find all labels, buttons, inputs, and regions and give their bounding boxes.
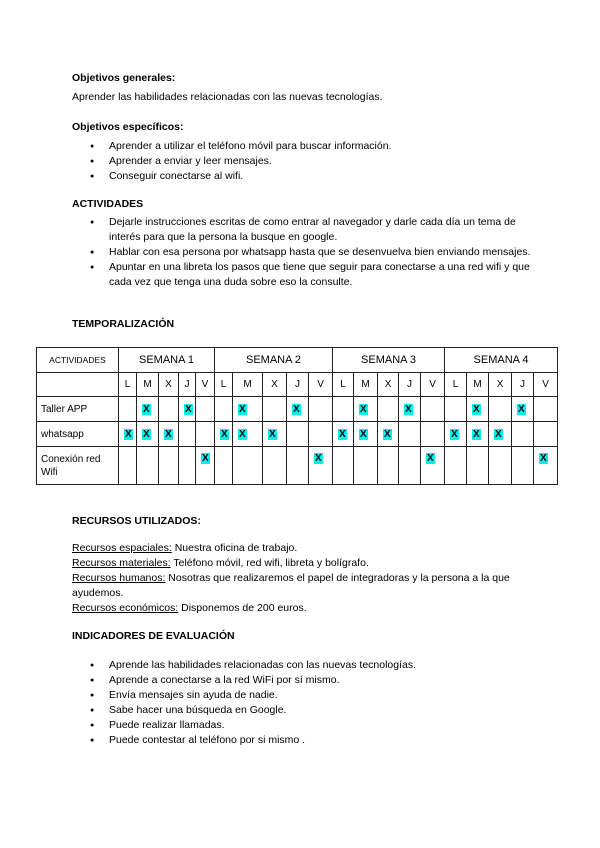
- x-mark: X: [384, 428, 391, 440]
- schedule-cell: [445, 422, 467, 447]
- schedule-cell: [137, 447, 159, 485]
- schedule-cell: [179, 447, 196, 485]
- day-header: M: [354, 373, 378, 397]
- x-mark: X: [165, 428, 172, 440]
- indicadores-list: [72, 658, 532, 748]
- schedule-cell: [263, 447, 287, 485]
- schedule-cell: [119, 397, 137, 422]
- schedule-cell: [287, 447, 309, 485]
- recurso-text: Nosotras que realizaremos el papel de integradoras y la persona a la que ayudemos.: [72, 572, 510, 599]
- recurso-label: Recursos espaciales:: [72, 542, 172, 554]
- schedule-cell: [421, 422, 445, 447]
- recurso-text: Disponemos de 200 euros.: [178, 602, 307, 614]
- activity-label: Taller APP: [37, 397, 119, 422]
- day-header: L: [445, 373, 467, 397]
- schedule-cell: [159, 447, 179, 485]
- x-mark: X: [221, 428, 228, 440]
- recurso-item: [72, 601, 532, 616]
- schedule-cell: [467, 397, 489, 422]
- schedule-cell: [354, 422, 378, 447]
- schedule-cell: [534, 447, 558, 485]
- schedule-cell: [137, 422, 159, 447]
- day-header-row: [37, 373, 558, 397]
- schedule-cell: [399, 447, 421, 485]
- schedule-cell: [179, 397, 196, 422]
- week-header: SEMANA 3: [333, 348, 445, 373]
- schedule-cell: [215, 397, 233, 422]
- objetivos-generales-heading: Objetivos generales:: [72, 72, 176, 84]
- schedule-cell: [512, 397, 534, 422]
- objetivos-generales-text: Aprender las habilidades relacionadas con las nuevas tecnologías.: [72, 91, 383, 103]
- x-mark: X: [125, 428, 132, 440]
- x-mark: X: [518, 403, 525, 415]
- day-header: V: [534, 373, 558, 397]
- schedule-cell: [333, 447, 354, 485]
- x-mark: X: [540, 453, 547, 464]
- x-mark: X: [239, 428, 246, 440]
- list-item: ● Aprende las habilidades relacionadas con las nuevas tecnologías.: [72, 658, 532, 673]
- schedule-cell: [137, 397, 159, 422]
- recurso-item: [72, 571, 532, 601]
- objetivos-especificos-heading: Objetivos específicos:: [72, 121, 184, 133]
- x-mark: X: [269, 428, 276, 440]
- schedule-cell: [378, 397, 399, 422]
- objetivos-especificos-list: [72, 139, 532, 184]
- day-header: M: [137, 373, 159, 397]
- week-header: SEMANA 4: [445, 348, 558, 373]
- day-header: X: [263, 373, 287, 397]
- table-row: [37, 447, 558, 485]
- table-row: [37, 397, 558, 422]
- x-mark: X: [427, 453, 434, 464]
- schedule-cell: [309, 397, 333, 422]
- schedule-cell: [233, 422, 263, 447]
- schedule-cell: [287, 422, 309, 447]
- corner-label: ACTIVIDADES: [37, 348, 119, 373]
- day-header: J: [512, 373, 534, 397]
- schedule-cell: [534, 422, 558, 447]
- list-item: ● Aprende a conectarse a la red WiFi por sí mismo.: [72, 673, 532, 688]
- table-row: [37, 422, 558, 447]
- schedule-cell: [119, 422, 137, 447]
- day-header: V: [196, 373, 215, 397]
- schedule-cell: [263, 397, 287, 422]
- list-item: ● Dejarle instrucciones escritas de como entrar al navegador y darle cada día un tema de interés para que la persona la busque en google.: [72, 215, 532, 245]
- day-header: X: [159, 373, 179, 397]
- week-header: SEMANA 2: [215, 348, 333, 373]
- schedule-cell: [421, 397, 445, 422]
- list-item: ● Envía mensajes sin ayuda de nadie.: [72, 688, 532, 703]
- activity-label: Conexión red Wifi: [37, 447, 119, 485]
- list-item: ● Puede realizar llamadas.: [72, 718, 532, 733]
- day-header: M: [233, 373, 263, 397]
- list-item: ● Sabe hacer una búsqueda en Google.: [72, 703, 532, 718]
- x-mark: X: [405, 403, 412, 415]
- schedule-cell: [179, 422, 196, 447]
- recursos-heading: RECURSOS UTILIZADOS:: [72, 515, 201, 527]
- day-header: V: [309, 373, 333, 397]
- indicadores-heading: INDICADORES DE EVALUACIÓN: [72, 630, 235, 642]
- day-header: L: [333, 373, 354, 397]
- activity-label: whatsapp: [37, 422, 119, 447]
- list-item: ● Hablar con esa persona por whatsapp hasta que se desenvuelva bien enviando mensajes.: [72, 245, 532, 260]
- schedule-cell: [399, 397, 421, 422]
- schedule-cell: [196, 422, 215, 447]
- schedule-cell: [333, 397, 354, 422]
- x-mark: X: [239, 403, 246, 415]
- schedule-cell: [196, 397, 215, 422]
- recurso-item: [72, 541, 532, 556]
- recurso-text: Nuestra oficina de trabajo.: [171, 542, 298, 554]
- empty-cell: [37, 373, 119, 397]
- list-item: ● Apuntar en una libreta los pasos que tiene que seguir para conectarse a una red wifi y que cada vez que tenga una duda sobre eso la consulte.: [72, 260, 532, 290]
- schedule-cell: [489, 397, 512, 422]
- schedule-cell: [489, 422, 512, 447]
- x-mark: X: [360, 428, 367, 440]
- schedule-cell: [159, 397, 179, 422]
- x-mark: X: [495, 428, 502, 440]
- day-header: J: [287, 373, 309, 397]
- schedule-table: [36, 347, 558, 485]
- list-item: ● Conseguir conectarse al wifi.: [72, 169, 532, 184]
- x-mark: X: [451, 428, 458, 440]
- x-mark: X: [202, 453, 209, 464]
- recurso-label: Recursos materiales:: [72, 557, 171, 569]
- day-header: J: [399, 373, 421, 397]
- list-item: ● Aprender a enviar y leer mensajes.: [72, 154, 532, 169]
- day-header: M: [467, 373, 489, 397]
- x-mark: X: [143, 403, 150, 415]
- schedule-cell: [489, 447, 512, 485]
- day-header: L: [119, 373, 137, 397]
- day-header: V: [421, 373, 445, 397]
- week-header: SEMANA 1: [119, 348, 215, 373]
- schedule-cell: [233, 397, 263, 422]
- x-mark: X: [315, 453, 322, 464]
- schedule-cell: [287, 397, 309, 422]
- schedule-cell: [196, 447, 215, 485]
- schedule-cell: [354, 447, 378, 485]
- schedule-cell: [512, 447, 534, 485]
- recurso-item: [72, 556, 532, 571]
- x-mark: X: [473, 403, 480, 415]
- x-mark: X: [360, 403, 367, 415]
- list-item: ● Puede contestar al teléfono por si mismo .: [72, 733, 532, 748]
- schedule-cell: [421, 447, 445, 485]
- schedule-cell: [354, 397, 378, 422]
- schedule-cell: [159, 422, 179, 447]
- day-header: X: [489, 373, 512, 397]
- recursos-list: [72, 541, 532, 616]
- x-mark: X: [185, 403, 192, 415]
- day-header: J: [179, 373, 196, 397]
- schedule-cell: [309, 422, 333, 447]
- schedule-cell: [215, 447, 233, 485]
- schedule-cell: [534, 397, 558, 422]
- schedule-cell: [333, 422, 354, 447]
- recurso-label: Recursos humanos:: [72, 572, 166, 584]
- schedule-cell: [467, 422, 489, 447]
- schedule-cell: [445, 447, 467, 485]
- x-mark: X: [293, 403, 300, 415]
- day-header: L: [215, 373, 233, 397]
- week-header-row: [37, 348, 558, 373]
- schedule-cell: [467, 447, 489, 485]
- schedule-cell: [399, 422, 421, 447]
- schedule-cell: [378, 447, 399, 485]
- temporalizacion-heading: TEMPORALIZACIÓN: [72, 318, 175, 330]
- recurso-label: Recursos económicos:: [72, 602, 179, 614]
- actividades-list: [72, 215, 532, 290]
- recurso-text: Teléfono móvil, red wifi, libreta y bolígrafo.: [170, 557, 369, 569]
- schedule-cell: [512, 422, 534, 447]
- schedule-cell: [445, 397, 467, 422]
- schedule-cell: [263, 422, 287, 447]
- list-item: ● Aprender a utilizar el teléfono móvil para buscar información.: [72, 139, 532, 154]
- schedule-cell: [378, 422, 399, 447]
- x-mark: X: [473, 428, 480, 440]
- schedule-cell: [119, 447, 137, 485]
- schedule-cell: [233, 447, 263, 485]
- x-mark: X: [339, 428, 346, 440]
- actividades-heading: ACTIVIDADES: [72, 198, 144, 210]
- schedule-cell: [215, 422, 233, 447]
- x-mark: X: [143, 428, 150, 440]
- day-header: X: [378, 373, 399, 397]
- schedule-cell: [309, 447, 333, 485]
